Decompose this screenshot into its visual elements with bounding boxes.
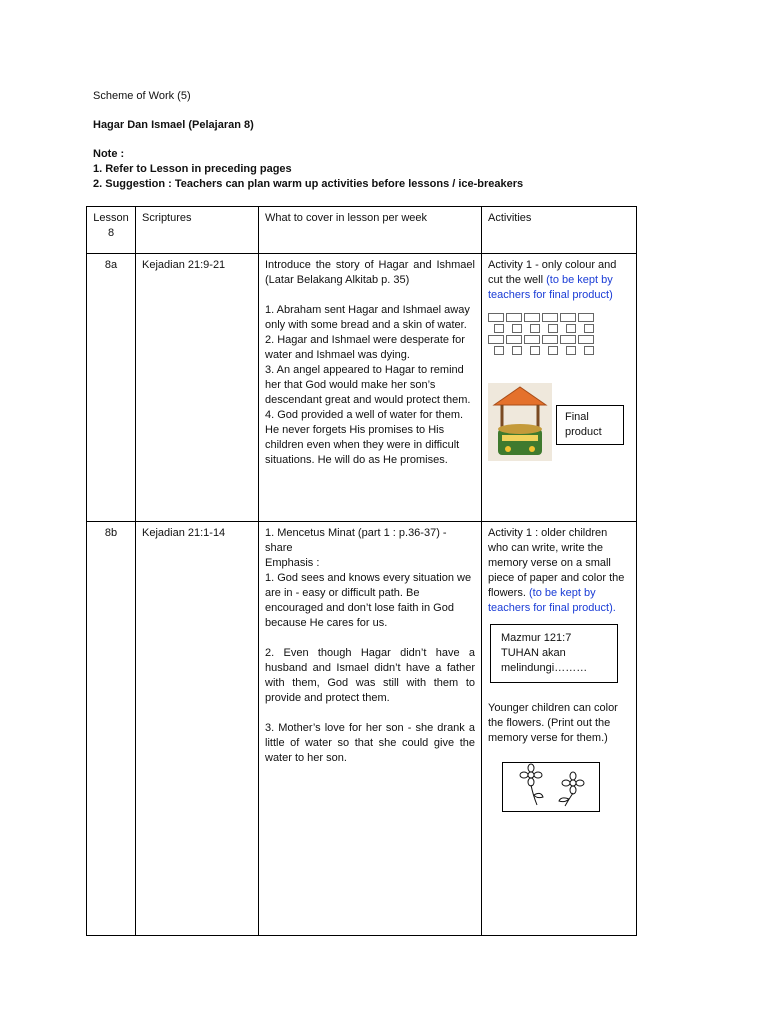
emphasis-point: 2. Even though Hagar didn’t have a husband and Ismael didn’t have a father with them, God was still with them to provide and protect them. (265, 647, 475, 704)
lesson-cell: 8b (87, 522, 136, 936)
cover-cell (259, 254, 482, 522)
scripture-cell: Kejadian 21:9-21 (136, 254, 259, 522)
cover-intro: Introduce the story of Hagar and Ishmael (Latar Belakang Alkitab p. 35) (265, 259, 475, 286)
cover-point: 4. God provided a well of water for them. He never forgets His promises to His children even when they were in difficult situations. He will do as He promises. (265, 409, 464, 466)
cover-item: 1. Mencetus Minat (part 1 : p.36-37) - share (265, 527, 447, 554)
flowers-coloring-box (502, 762, 600, 812)
emphasis-label: Emphasis : (265, 557, 320, 569)
younger-children-text: Younger children can color the flowers. (Print out the memory verse for them.) (488, 702, 618, 744)
scripture-cell: Kejadian 21:1-14 (136, 522, 259, 936)
note-item: 2. Suggestion : Teachers can plan warm up activities before lessons / ice-breakers (93, 178, 524, 190)
table-row-8b (87, 522, 637, 936)
emphasis-point: 3. Mother’s love for her son - she drank a little of water so that she could give the water to her son. (265, 722, 475, 764)
note-label: Note : (93, 148, 125, 160)
lesson-title: Hagar Dan Ismael (Pelajaran 8) (93, 119, 254, 131)
cover-cell (259, 522, 482, 936)
flower-icon (503, 763, 599, 811)
final-product-area (488, 383, 630, 465)
activity-text: Activity 1 : older children who can write, write the memory verse on a small piece of paper and color the flowers. (to be kept by teachers for final product). (488, 527, 625, 614)
header-lesson: Lesson 8 (87, 207, 136, 254)
table-row-8a (87, 254, 637, 522)
header-cover: What to cover in lesson per week (259, 207, 482, 254)
well-image (488, 383, 552, 461)
activity-cell (482, 522, 637, 936)
scheme-table (86, 206, 637, 936)
activity-text: Activity 1 - only colour and cut the well (to be kept by teachers for final product) (488, 259, 617, 301)
note-item: 1. Refer to Lesson in preceding pages (93, 163, 292, 175)
verse-reference: Mazmur 121:7 (501, 632, 572, 644)
final-product-label: Final product (556, 405, 624, 445)
lesson-cell: 8a (87, 254, 136, 522)
header-scriptures: Scriptures (136, 207, 259, 254)
scheme-title: Scheme of Work (5) (93, 90, 191, 102)
brick-wall-illustration (488, 313, 600, 355)
activity-cell (482, 254, 637, 522)
cover-point: 2. Hagar and Ishmael were desperate for water and Ishmael was dying. (265, 334, 465, 361)
cover-point: 1. Abraham sent Hagar and Ishmael away only with some bread and a skin of water. (265, 304, 470, 331)
activity-note: (to be kept by teachers for final product) (488, 274, 613, 301)
memory-verse-box (490, 624, 618, 683)
cover-point: 3. An angel appeared to Hagar to remind her that God would make her son’s descendant great and would protect them. (265, 364, 471, 406)
activity-note: (to be kept by teachers for final product). (488, 587, 616, 614)
table-header-row (87, 207, 637, 254)
header-activities: Activities (482, 207, 637, 254)
emphasis-point: 1. God sees and knows every situation we are in - easy or difficult path. Be encouraged and don’t lose faith in God because He cares for us. (265, 572, 472, 629)
verse-text: TUHAN akan melindungi……… (501, 647, 588, 674)
